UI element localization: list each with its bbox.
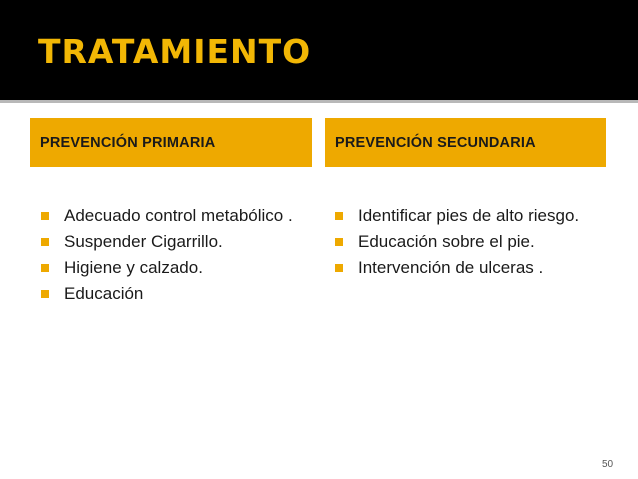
list-item bbox=[38, 229, 298, 255]
list-item bbox=[332, 229, 602, 255]
square-bullet-icon bbox=[41, 290, 49, 298]
list-item bbox=[332, 203, 602, 229]
square-bullet-icon bbox=[335, 212, 343, 220]
square-bullet-icon bbox=[335, 264, 343, 272]
slide-title: TRATAMIENTO bbox=[38, 32, 312, 71]
square-bullet-icon bbox=[41, 212, 49, 220]
title-bar bbox=[0, 0, 638, 103]
list-item-text: Intervención de ulceras . bbox=[358, 258, 544, 277]
list-item bbox=[38, 203, 298, 229]
primary-prevention-list bbox=[38, 203, 298, 307]
page-number: 50 bbox=[602, 459, 614, 470]
list-item bbox=[38, 255, 298, 281]
list-item-text: Identificar pies de alto riesgo. bbox=[358, 206, 580, 225]
square-bullet-icon bbox=[41, 264, 49, 272]
square-bullet-icon bbox=[335, 238, 343, 246]
square-bullet-icon bbox=[41, 238, 49, 246]
list-item bbox=[332, 255, 602, 281]
list-item-text: Higiene y calzado. bbox=[64, 258, 203, 277]
column-heading-primary: PREVENCIÓN PRIMARIA bbox=[30, 118, 312, 167]
secondary-prevention-list bbox=[332, 203, 602, 281]
list-item-text: Educación bbox=[64, 284, 144, 303]
list-item-text: Educación sobre el pie. bbox=[358, 232, 535, 251]
column-heading-secondary: PREVENCIÓN SECUNDARIA bbox=[325, 118, 606, 167]
list-item-text: Adecuado control metabólico . bbox=[64, 206, 293, 225]
list-item-text: Suspender Cigarrillo. bbox=[64, 232, 223, 251]
list-item bbox=[38, 281, 298, 307]
